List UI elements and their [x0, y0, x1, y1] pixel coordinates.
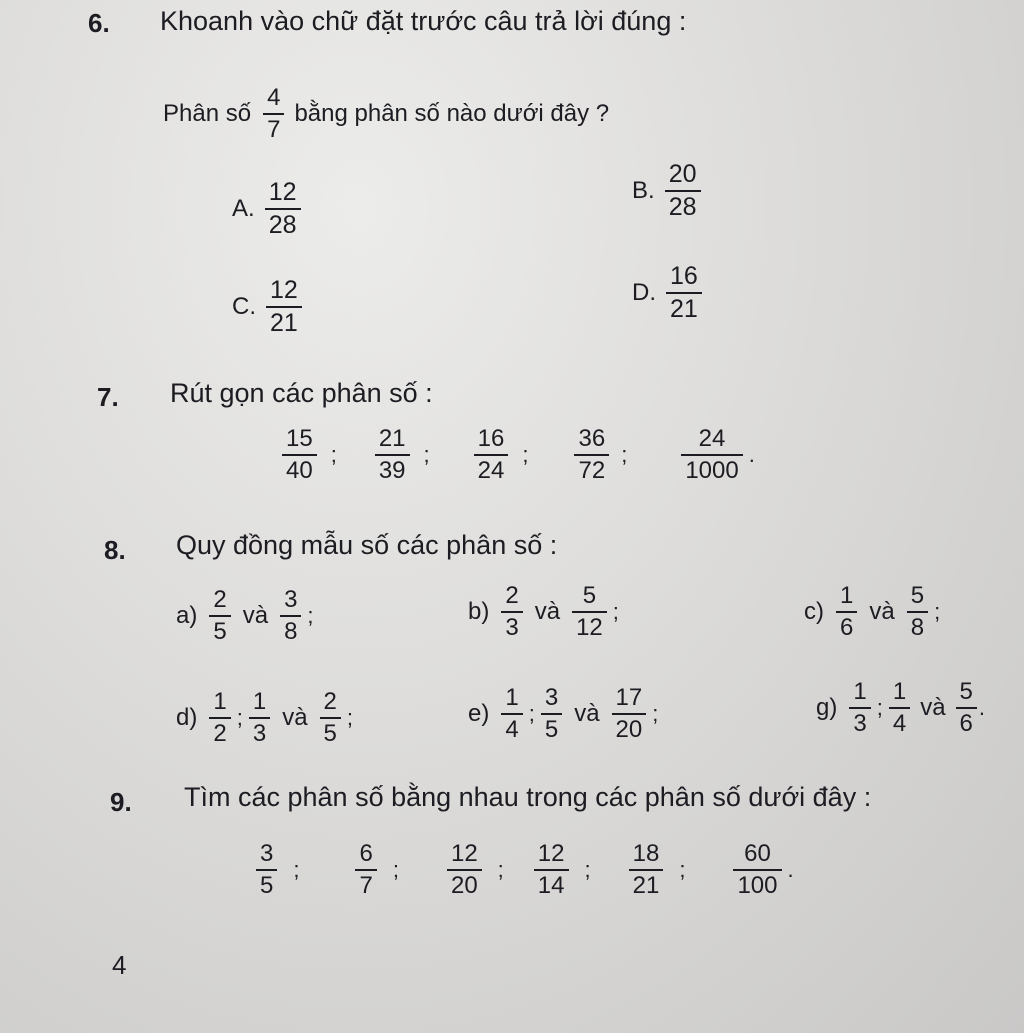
- page-number: 4: [112, 950, 127, 980]
- denominator: 5: [320, 717, 341, 746]
- semicolon: ;: [612, 599, 619, 624]
- fraction: [612, 686, 647, 742]
- numerator: 5: [910, 582, 925, 609]
- fraction: [541, 686, 562, 742]
- numerator: 17: [615, 684, 643, 711]
- q9-number: 9.: [110, 787, 132, 817]
- semicolon: ;: [330, 442, 337, 467]
- numerator: 21: [378, 425, 406, 452]
- q6-option-c: [232, 278, 302, 336]
- fraction: [849, 680, 870, 736]
- numerator: 6: [359, 840, 373, 867]
- denominator: 28: [265, 208, 301, 238]
- q7-fraction-list: [282, 427, 755, 483]
- numerator: 18: [632, 840, 660, 867]
- semicolon: ;: [346, 705, 354, 730]
- q8-instruction: Quy đồng mẫu số các phân số :: [176, 530, 558, 560]
- denominator: 2: [209, 717, 230, 746]
- option-letter: D.: [632, 279, 656, 306]
- numerator: 2: [505, 582, 519, 609]
- denominator: 4: [501, 713, 522, 742]
- q8-item-b: [468, 584, 625, 640]
- denominator: 5: [541, 713, 562, 742]
- numerator: 5: [959, 678, 973, 705]
- denominator: 100: [733, 869, 781, 898]
- q9-fraction: [256, 842, 277, 898]
- q6-prompt: [163, 86, 609, 142]
- q9-fraction: [733, 842, 781, 898]
- q7-instruction: Rút gọn các phân số :: [170, 378, 433, 408]
- denominator: 20: [447, 869, 482, 898]
- denominator: 39: [375, 454, 410, 483]
- denominator: 3: [501, 611, 522, 640]
- q8-item-a: [176, 588, 320, 644]
- q8-item-c: [804, 584, 946, 640]
- numerator: 5: [582, 582, 597, 609]
- semicolon: ;: [679, 857, 686, 882]
- q8-item-e: [468, 686, 664, 742]
- numerator: 1: [840, 582, 854, 609]
- fraction: [209, 690, 230, 746]
- and-word: và: [574, 700, 600, 727]
- fraction: [501, 584, 522, 640]
- numerator: 1: [505, 684, 519, 711]
- denominator: 7: [263, 113, 284, 142]
- semicolon: ;: [528, 701, 535, 726]
- fraction: [501, 686, 522, 742]
- q9-instruction: Tìm các phân số bằng nhau trong các phân số dưới đây :: [184, 782, 872, 812]
- denominator: 3: [249, 717, 270, 746]
- and-word: và: [282, 704, 308, 731]
- option-letter: C.: [232, 293, 256, 320]
- q6-prompt-after: bằng phân số nào dưới đây ?: [294, 100, 610, 127]
- semicolon: ;: [934, 599, 941, 624]
- q9-fraction: [534, 842, 569, 898]
- item-label: g): [816, 694, 838, 721]
- numerator: 1: [252, 688, 267, 715]
- option-fraction: [666, 264, 702, 322]
- numerator: 3: [284, 586, 298, 613]
- fraction: [249, 690, 270, 746]
- numerator: 2: [213, 586, 227, 613]
- numerator: 12: [270, 276, 298, 304]
- numerator: 1: [892, 678, 907, 705]
- q7-fraction: [681, 427, 742, 483]
- semicolon: ;: [584, 857, 591, 882]
- q6-option-a: [232, 180, 301, 238]
- and-word: và: [242, 602, 269, 629]
- numerator: 15: [286, 425, 313, 452]
- q8-item-g: [816, 680, 985, 736]
- numerator: 2: [323, 688, 337, 715]
- fraction: [956, 680, 977, 736]
- numerator: 24: [698, 425, 726, 452]
- numerator: 1: [853, 678, 867, 705]
- semicolon: ;: [876, 695, 883, 720]
- numerator: 12: [268, 178, 297, 206]
- and-word: và: [920, 694, 946, 721]
- q6-prompt-before: Phân số: [163, 100, 252, 127]
- option-letter: A.: [232, 195, 255, 222]
- numerator: 20: [668, 160, 697, 188]
- semicolon: ;: [423, 442, 430, 467]
- q6-instruction: Khoanh vào chữ đặt trước câu trả lời đúng :: [160, 6, 687, 36]
- period: .: [978, 695, 986, 720]
- q7-fraction: [574, 427, 609, 483]
- q6-number: 6.: [88, 8, 110, 38]
- and-word: và: [869, 598, 895, 625]
- denominator: 24: [474, 454, 509, 483]
- option-fraction: [266, 278, 302, 336]
- item-label: b): [468, 598, 490, 625]
- fraction: [209, 588, 230, 644]
- q8-number: 8.: [104, 535, 126, 565]
- semicolon: ;: [293, 857, 300, 882]
- fraction: [280, 588, 301, 644]
- denominator: 8: [280, 615, 301, 644]
- denominator: 40: [282, 454, 317, 483]
- denominator: 28: [665, 190, 701, 220]
- fraction: [320, 690, 341, 746]
- numerator: 60: [744, 840, 771, 867]
- q6-prompt-fraction: [263, 86, 284, 142]
- option-letter: B.: [632, 177, 655, 204]
- denominator: 21: [666, 292, 702, 322]
- fraction: [889, 680, 910, 736]
- q6-option-b: [632, 162, 701, 220]
- period: .: [787, 857, 794, 882]
- numerator: 1: [213, 688, 227, 715]
- q9-fraction: [629, 842, 664, 898]
- semicolon: ;: [621, 442, 628, 467]
- option-fraction: [265, 180, 301, 238]
- denominator: 14: [534, 869, 569, 898]
- fraction: [907, 584, 928, 640]
- numerator: 16: [670, 262, 698, 290]
- denominator: 5: [209, 615, 230, 644]
- numerator: 3: [260, 840, 274, 867]
- item-label: d): [176, 704, 198, 731]
- item-label: e): [468, 700, 490, 727]
- q6-option-d: [632, 264, 702, 322]
- denominator: 8: [907, 611, 928, 640]
- semicolon: ;: [307, 603, 314, 628]
- q9-fraction: [355, 842, 376, 898]
- denominator: 1000: [681, 454, 742, 483]
- denominator: 72: [574, 454, 609, 483]
- q7-fraction: [474, 427, 509, 483]
- denominator: 21: [629, 869, 664, 898]
- semicolon: ;: [652, 701, 659, 726]
- numerator: 12: [450, 840, 478, 867]
- and-word: và: [534, 598, 561, 625]
- denominator: 6: [956, 707, 977, 736]
- item-label: a): [176, 602, 198, 629]
- denominator: 20: [612, 713, 647, 742]
- denominator: 21: [266, 306, 302, 336]
- numerator: 4: [267, 84, 281, 111]
- q7-fraction: [375, 427, 410, 483]
- numerator: 3: [544, 684, 559, 711]
- period: .: [748, 442, 755, 467]
- denominator: 7: [355, 869, 376, 898]
- semicolon: ;: [497, 857, 504, 882]
- denominator: 12: [572, 611, 607, 640]
- q9-fraction: [447, 842, 482, 898]
- q7-fraction: [282, 427, 317, 483]
- semicolon: ;: [392, 857, 399, 882]
- fraction: [572, 584, 607, 640]
- q8-item-d: [176, 690, 359, 746]
- denominator: 4: [889, 707, 910, 736]
- numerator: 36: [578, 425, 606, 452]
- q9-fraction-list: [256, 842, 794, 898]
- denominator: 3: [849, 707, 870, 736]
- fraction: [836, 584, 857, 640]
- semicolon: ;: [522, 442, 529, 467]
- numerator: 16: [477, 425, 505, 452]
- denominator: 6: [836, 611, 857, 640]
- numerator: 12: [537, 840, 565, 867]
- q7-number: 7.: [97, 382, 119, 412]
- item-label: c): [804, 598, 824, 625]
- option-fraction: [665, 162, 701, 220]
- semicolon: ;: [236, 705, 243, 730]
- denominator: 5: [256, 869, 277, 898]
